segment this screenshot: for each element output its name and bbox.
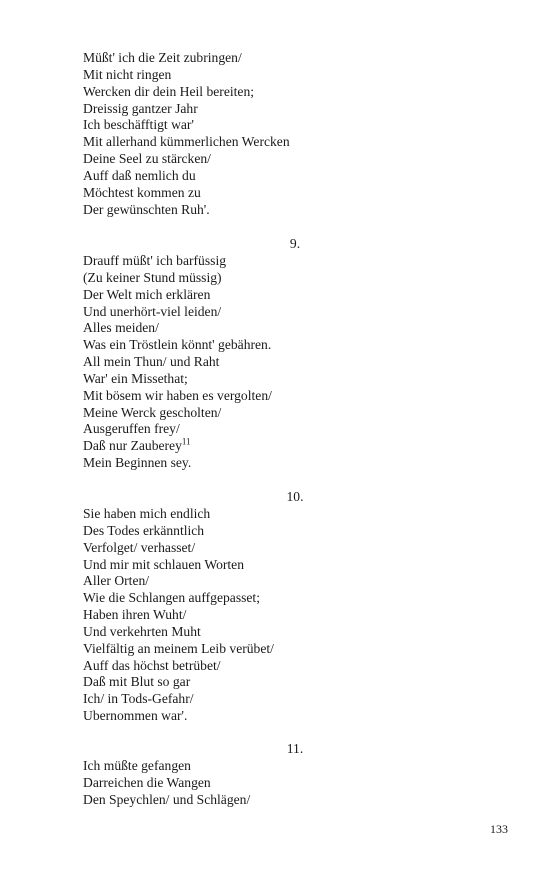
verse-line: Der gewünschten Ruh'.	[83, 201, 210, 217]
verse-line: Meine Werck gescholten/	[83, 404, 222, 420]
verse-line: Mein Beginnen sey.	[83, 455, 192, 471]
verse-line: Vielfältig an meinem Leib verübet/	[83, 640, 274, 656]
verse-line: Und mir mit schlauen Worten	[83, 556, 244, 572]
verse-line: Wercken dir dein Heil bereiten;	[83, 83, 255, 99]
verse-line: Und verkehrten Muht	[83, 623, 201, 639]
verse-line: Ausgeruffen frey/	[83, 421, 180, 437]
verse-line: Ich/ in Tods-Gefahr/	[83, 691, 194, 707]
verse-line: Drauff müßt' ich barfüssig	[83, 253, 227, 268]
verse-line: Wie die Schlangen auffgepasset;	[83, 590, 260, 606]
footnote-marker[interactable]: 11	[181, 436, 191, 447]
verse-line: Sie haben mich endlich	[83, 506, 211, 521]
verse-line: Deine Seel zu stärcken/	[83, 151, 211, 167]
verse-line: Und unerhört-viel leiden/	[83, 303, 222, 319]
stanza-number: 10.	[286, 489, 304, 504]
verse-line: Was ein Tröstlein könnt' gebähren.	[83, 337, 272, 353]
verse-line: War' ein Missethat;	[83, 370, 188, 386]
verse-text: Daß nur Zauberey	[83, 438, 182, 454]
verse-line: Verfolget/ verhasset/	[83, 539, 196, 555]
verse-line: All mein Thun/ und Raht	[83, 354, 220, 370]
verse-line: Dreissig gantzer Jahr	[83, 100, 198, 116]
verse-line: Haben ihren Wuht/	[83, 607, 187, 623]
verse-line: Alles meiden/	[83, 320, 159, 336]
verse-line: Aller Orten/	[83, 573, 150, 589]
verse-line: Ich müßte gefangen	[83, 758, 191, 773]
verse-line-with-footnote	[83, 438, 463, 455]
page-number: 133	[490, 822, 508, 836]
stanza-11	[83, 758, 463, 809]
verse-line: (Zu keiner Stund müssig)	[83, 269, 222, 285]
verse-line: Mit bösem wir haben es vergolten/	[83, 387, 272, 403]
verse-line: Auff das höchst betrübet/	[83, 657, 221, 673]
verse-line: Möchtest kommen zu	[83, 184, 201, 200]
stanza-number: 9.	[289, 236, 301, 251]
verse-line: Auff daß nemlich du	[83, 167, 196, 183]
verse-line: Des Todes erkänntlich	[83, 522, 205, 538]
stanza-number: 11.	[286, 741, 304, 756]
stanza-9	[83, 253, 463, 472]
verse-line: Mit allerhand kümmerlichen Wercken	[83, 134, 290, 150]
verse-line: Müßt' ich die Zeit zubringen/	[83, 50, 242, 65]
verse-line: Ubernommen war'.	[83, 708, 188, 724]
verse-line: Mit nicht ringen	[83, 66, 172, 82]
verse-line: Ich beschäfftigt war'	[83, 117, 194, 133]
verse-line: Darreichen die Wangen	[83, 774, 211, 790]
stanza-8-continued	[83, 50, 463, 218]
verse-line: Der Welt mich erklären	[83, 286, 211, 302]
verse-line: Den Speychlen/ und Schlägen/	[83, 791, 251, 807]
stanza-10	[83, 506, 463, 725]
verse-line: Daß mit Blut so gar	[83, 674, 191, 690]
